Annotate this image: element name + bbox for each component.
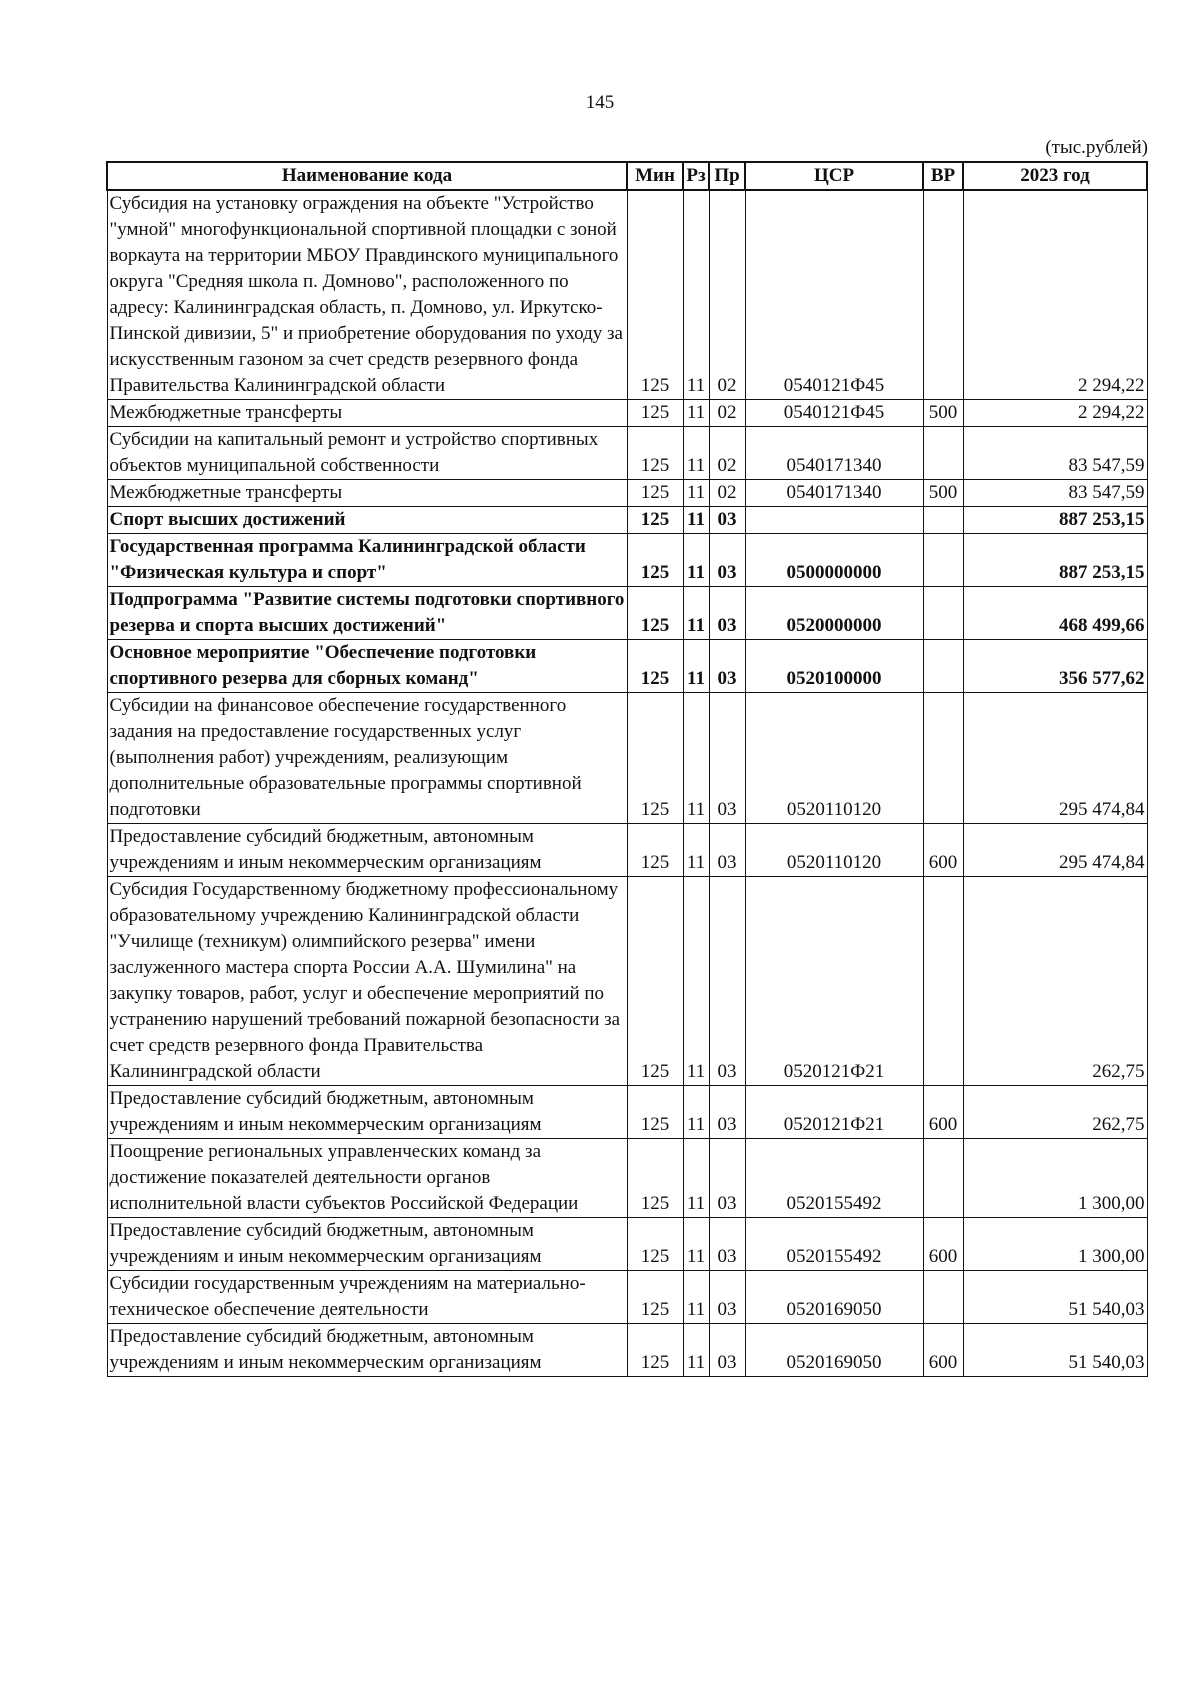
cell-pr: 03 (709, 587, 745, 640)
table-row (107, 824, 1147, 877)
cell-csr: 0500000000 (745, 534, 923, 587)
cell-name: Межбюджетные трансферты (107, 480, 627, 507)
cell-name: Государственная программа Калининградской области "Физическая культура и спорт" (107, 534, 627, 587)
cell-pr: 03 (709, 507, 745, 534)
cell-rz: 11 (683, 1271, 709, 1324)
cell-sum: 83 547,59 (963, 480, 1147, 507)
cell-vr: 600 (923, 1086, 963, 1139)
cell-csr: 0540171340 (745, 427, 923, 480)
cell-sum: 887 253,15 (963, 507, 1147, 534)
table-row (107, 1271, 1147, 1324)
cell-rz: 11 (683, 587, 709, 640)
cell-vr (923, 534, 963, 587)
cell-csr: 0540121Ф45 (745, 190, 923, 400)
cell-sum: 83 547,59 (963, 427, 1147, 480)
table-row (107, 1218, 1147, 1271)
cell-name: Предоставление субсидий бюджетным, автономным учреждениям и иным некоммерческим организациям (107, 1218, 627, 1271)
cell-csr: 0520110120 (745, 824, 923, 877)
cell-sum: 2 294,22 (963, 400, 1147, 427)
cell-sum: 468 499,66 (963, 587, 1147, 640)
cell-csr: 0540171340 (745, 480, 923, 507)
cell-name: Межбюджетные трансферты (107, 400, 627, 427)
header-sum: 2023 год (963, 162, 1147, 190)
cell-csr: 0520121Ф21 (745, 1086, 923, 1139)
table-row (107, 1139, 1147, 1218)
table-row (107, 427, 1147, 480)
cell-csr: 0520169050 (745, 1271, 923, 1324)
cell-sum: 262,75 (963, 877, 1147, 1086)
cell-name: Предоставление субсидий бюджетным, автономным учреждениям и иным некоммерческим организациям (107, 824, 627, 877)
cell-pr: 03 (709, 1139, 745, 1218)
cell-rz: 11 (683, 640, 709, 693)
cell-sum: 51 540,03 (963, 1271, 1147, 1324)
cell-sum: 2 294,22 (963, 190, 1147, 400)
cell-min: 125 (627, 693, 683, 824)
cell-rz: 11 (683, 507, 709, 534)
header-min: Мин (627, 162, 683, 190)
cell-rz: 11 (683, 534, 709, 587)
header-rz: Рз (683, 162, 709, 190)
cell-csr: 0520000000 (745, 587, 923, 640)
cell-csr: 0520121Ф21 (745, 877, 923, 1086)
cell-min: 125 (627, 1086, 683, 1139)
cell-min: 125 (627, 587, 683, 640)
cell-pr: 03 (709, 1324, 745, 1377)
table-row (107, 1086, 1147, 1139)
cell-sum: 887 253,15 (963, 534, 1147, 587)
cell-name: Предоставление субсидий бюджетным, автономным учреждениям и иным некоммерческим организациям (107, 1324, 627, 1377)
table-row (107, 190, 1147, 400)
cell-sum: 295 474,84 (963, 824, 1147, 877)
cell-rz: 11 (683, 877, 709, 1086)
table-row (107, 693, 1147, 824)
cell-sum: 295 474,84 (963, 693, 1147, 824)
cell-vr (923, 427, 963, 480)
cell-pr: 03 (709, 693, 745, 824)
cell-vr: 600 (923, 1218, 963, 1271)
page-number: 145 (585, 92, 615, 113)
cell-pr: 03 (709, 534, 745, 587)
cell-pr: 03 (709, 1271, 745, 1324)
cell-vr (923, 693, 963, 824)
cell-rz: 11 (683, 1086, 709, 1139)
table-row (107, 400, 1147, 427)
cell-pr: 02 (709, 400, 745, 427)
cell-min: 125 (627, 877, 683, 1086)
cell-name: Субсидия на установку ограждения на объекте "Устройство "умной" многофункциональной спортивной площадки с зоной воркаута на территории МБОУ Правдинского муниципального округа "Средняя школа п. Домново", расположенного по адресу: Калининградская область, п. Домново, ул. Иркутско-Пинской дивизии, 5" и приобретение оборудования по уходу за искусственным газоном за счет средств резервного фонда Правительства Калининградской области (107, 190, 627, 400)
cell-rz: 11 (683, 400, 709, 427)
cell-pr: 02 (709, 427, 745, 480)
units-label: (тыс.рублей) (1045, 137, 1148, 158)
cell-vr (923, 640, 963, 693)
cell-csr: 0520155492 (745, 1218, 923, 1271)
cell-csr (745, 507, 923, 534)
cell-vr (923, 877, 963, 1086)
cell-name: Субсидия Государственному бюджетному профессиональному образовательному учреждению Калининградской области "Училище (техникум) олимпийского резерва" имени заслуженного мастера спорта России А.А. Шумилина" на закупку товаров, работ, услуг и обеспечение мероприятий по устранению нарушений требований пожарной безопасности за счет средств резервного фонда Правительства Калининградской области (107, 877, 627, 1086)
table-row (107, 640, 1147, 693)
table-row (107, 480, 1147, 507)
cell-csr: 0540121Ф45 (745, 400, 923, 427)
cell-rz: 11 (683, 190, 709, 400)
cell-csr: 0520169050 (745, 1324, 923, 1377)
header-vr: ВР (923, 162, 963, 190)
cell-vr (923, 507, 963, 534)
cell-min: 125 (627, 1324, 683, 1377)
cell-rz: 11 (683, 427, 709, 480)
cell-sum: 51 540,03 (963, 1324, 1147, 1377)
cell-name: Предоставление субсидий бюджетным, автономным учреждениям и иным некоммерческим организациям (107, 1086, 627, 1139)
cell-pr: 02 (709, 190, 745, 400)
table-row (107, 534, 1147, 587)
table-header-row (107, 162, 1147, 190)
header-pr: Пр (709, 162, 745, 190)
cell-vr: 500 (923, 480, 963, 507)
cell-name: Основное мероприятие "Обеспечение подготовки спортивного резерва для сборных команд" (107, 640, 627, 693)
table-row (107, 507, 1147, 534)
table-row (107, 587, 1147, 640)
cell-csr: 0520155492 (745, 1139, 923, 1218)
cell-name: Поощрение региональных управленческих команд за достижение показателей деятельности органов исполнительной власти субъектов Российской Федерации (107, 1139, 627, 1218)
cell-name: Субсидии государственным учреждениям на материально-техническое обеспечение деятельности (107, 1271, 627, 1324)
cell-pr: 03 (709, 640, 745, 693)
cell-pr: 03 (709, 877, 745, 1086)
cell-name: Субсидии на финансовое обеспечение государственного задания на предоставление государственных услуг (выполнения работ) учреждениям, реализующим дополнительные образовательные программы спортивной подготовки (107, 693, 627, 824)
table-row (107, 1324, 1147, 1377)
cell-min: 125 (627, 400, 683, 427)
cell-rz: 11 (683, 1139, 709, 1218)
table-row (107, 877, 1147, 1086)
cell-sum: 356 577,62 (963, 640, 1147, 693)
cell-pr: 03 (709, 1218, 745, 1271)
cell-vr (923, 1139, 963, 1218)
cell-rz: 11 (683, 693, 709, 824)
cell-min: 125 (627, 1218, 683, 1271)
header-csr: ЦСР (745, 162, 923, 190)
cell-csr: 0520100000 (745, 640, 923, 693)
cell-min: 125 (627, 427, 683, 480)
cell-min: 125 (627, 824, 683, 877)
cell-min: 125 (627, 640, 683, 693)
cell-pr: 03 (709, 824, 745, 877)
budget-table (106, 161, 1148, 1377)
cell-min: 125 (627, 190, 683, 400)
cell-rz: 11 (683, 824, 709, 877)
cell-min: 125 (627, 1271, 683, 1324)
cell-name: Подпрограмма "Развитие системы подготовки спортивного резерва и спорта высших достижений" (107, 587, 627, 640)
cell-vr (923, 190, 963, 400)
cell-rz: 11 (683, 1324, 709, 1377)
cell-min: 125 (627, 507, 683, 534)
cell-vr (923, 587, 963, 640)
cell-rz: 11 (683, 480, 709, 507)
cell-min: 125 (627, 534, 683, 587)
cell-pr: 02 (709, 480, 745, 507)
cell-name: Спорт высших достижений (107, 507, 627, 534)
cell-min: 125 (627, 1139, 683, 1218)
cell-vr: 500 (923, 400, 963, 427)
cell-sum: 262,75 (963, 1086, 1147, 1139)
cell-sum: 1 300,00 (963, 1218, 1147, 1271)
header-name: Наименование кода (107, 162, 627, 190)
cell-min: 125 (627, 480, 683, 507)
cell-vr: 600 (923, 1324, 963, 1377)
cell-sum: 1 300,00 (963, 1139, 1147, 1218)
cell-pr: 03 (709, 1086, 745, 1139)
cell-vr: 600 (923, 824, 963, 877)
cell-rz: 11 (683, 1218, 709, 1271)
cell-vr (923, 1271, 963, 1324)
cell-name: Субсидии на капитальный ремонт и устройство спортивных объектов муниципальной собственности (107, 427, 627, 480)
cell-csr: 0520110120 (745, 693, 923, 824)
